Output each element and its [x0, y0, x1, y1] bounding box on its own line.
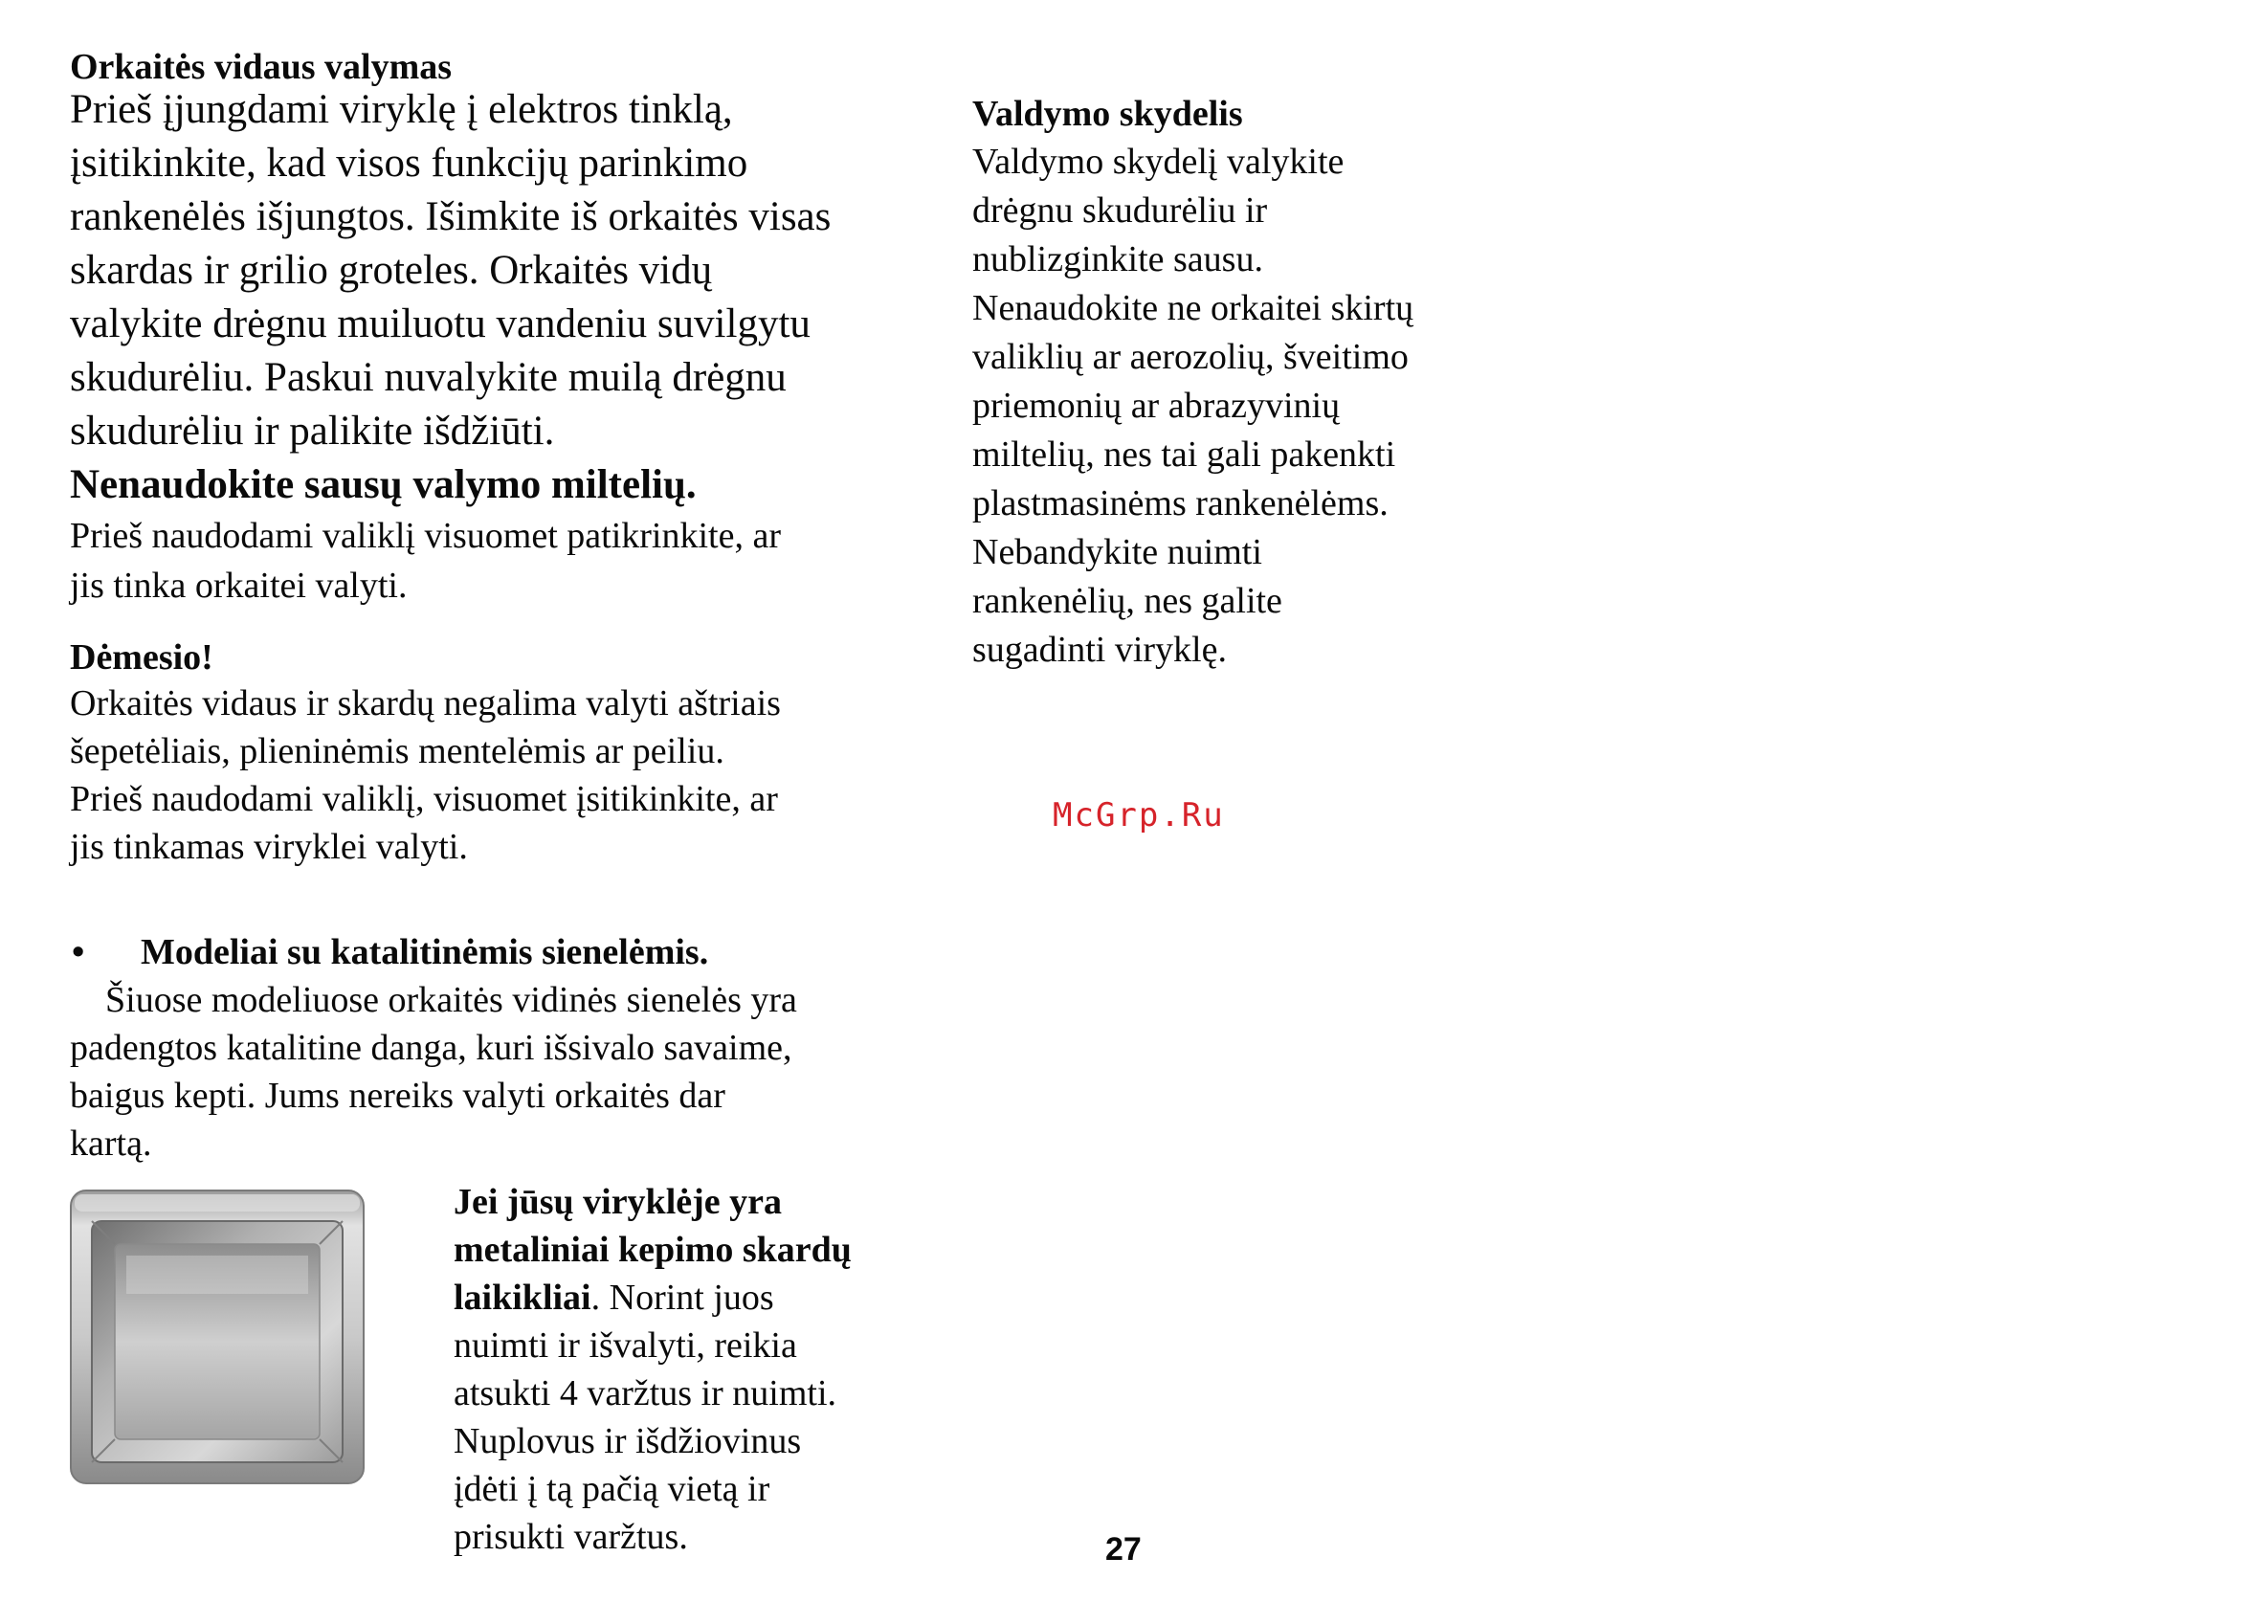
text-line: Orkaitės vidaus ir skardų negalima valyti aštriais	[70, 683, 781, 723]
holders-bold-end: laikikliai	[454, 1278, 591, 1318]
text-line: Nenaudokite ne orkaitei skirtų	[972, 288, 1414, 328]
text-line: kartą.	[70, 1123, 152, 1164]
text-line: metaliniai kepimo skardų	[454, 1230, 852, 1270]
text-line: rankenėlės išjungtos. Išimkite iš orkaitės visas	[70, 194, 832, 239]
text-line: jis tinka orkaitei valyti.	[70, 566, 408, 606]
no-dry-powder-heading: Nenaudokite sausų valymo miltelių.	[70, 462, 697, 507]
text-line: baigus kepti. Jums nereiks valyti orkaitės dar	[70, 1076, 725, 1116]
attention-heading: Dėmesio!	[70, 637, 213, 678]
text-line: priemonių ar abrazyvinių	[972, 386, 1341, 426]
text-line: jis tinkamas viryklei valyti.	[70, 827, 468, 867]
text-line: sugadinti viryklę.	[972, 630, 1227, 670]
text-line: Prieš įjungdami viryklę į elektros tinklą,	[70, 87, 733, 132]
text-line: drėgnu skudurėliu ir	[972, 190, 1268, 231]
catalytic-walls-heading: Modeliai su katalitinėmis sienelėmis.	[141, 932, 709, 972]
text-line: įdėti į tą pačią vietą ir	[454, 1469, 770, 1509]
text-line: skardas ir grilio groteles. Orkaitės vidų	[70, 248, 713, 293]
watermark: McGrp.Ru	[1053, 796, 1225, 834]
text-line: skudurėliu ir palikite išdžiūti.	[70, 409, 555, 454]
control-panel-heading: Valdymo skydelis	[972, 94, 1243, 134]
text-line: šepetėliais, plieninėmis mentelėmis ar peiliu.	[70, 731, 724, 771]
text-line: atsukti 4 varžtus ir nuimti.	[454, 1373, 837, 1413]
text-line: nuimti ir išvalyti, reikia	[454, 1325, 797, 1366]
baking-tray-icon	[69, 1189, 366, 1485]
text-line: prisukti varžtus.	[454, 1517, 688, 1557]
text-line: Nuplovus ir išdžiovinus	[454, 1421, 802, 1461]
text-line: rankenėlių, nes galite	[972, 581, 1282, 621]
text-line: Nebandykite nuimti	[972, 532, 1262, 572]
text-line: miltelių, nes tai gali pakenkti	[972, 434, 1396, 475]
holders-text-start: . Norint juos	[590, 1278, 774, 1318]
oven-cleaning-heading: Orkaitės vidaus valymas	[70, 47, 453, 87]
text-line: plastmasinėms rankenėlėms.	[972, 483, 1389, 523]
text-line: skudurėliu. Paskui nuvalykite muilą drėgnu	[70, 355, 787, 400]
text-line: Prieš naudodami valiklį visuomet patikrinkite, ar	[70, 516, 781, 556]
text-line: valykite drėgnu muiluotu vandeniu suvilgytu	[70, 301, 811, 346]
text-line: nublizginkite sausu.	[972, 239, 1263, 279]
text-line: Prieš naudodami valiklį, visuomet įsitikinkite, ar	[70, 779, 778, 819]
baking-tray-illustration	[69, 1189, 366, 1485]
text-line: Šiuose modeliuose orkaitės vidinės sienelės yra	[105, 980, 797, 1020]
text-line: Valdymo skydelį valykite	[972, 142, 1345, 182]
text-line: valiklių ar aerozolių, šveitimo	[972, 337, 1409, 377]
text-line: padengtos katalitine danga, kuri išsivalo savaime,	[70, 1028, 792, 1068]
text-line: įsitikinkite, kad visos funkcijų parinkimo	[70, 141, 748, 186]
bullet-symbol: •	[72, 932, 85, 972]
text-line	[454, 1277, 774, 1319]
page-number: 27	[1105, 1531, 1142, 1568]
text-line: Jei jūsų viryklėje yra	[454, 1182, 783, 1222]
